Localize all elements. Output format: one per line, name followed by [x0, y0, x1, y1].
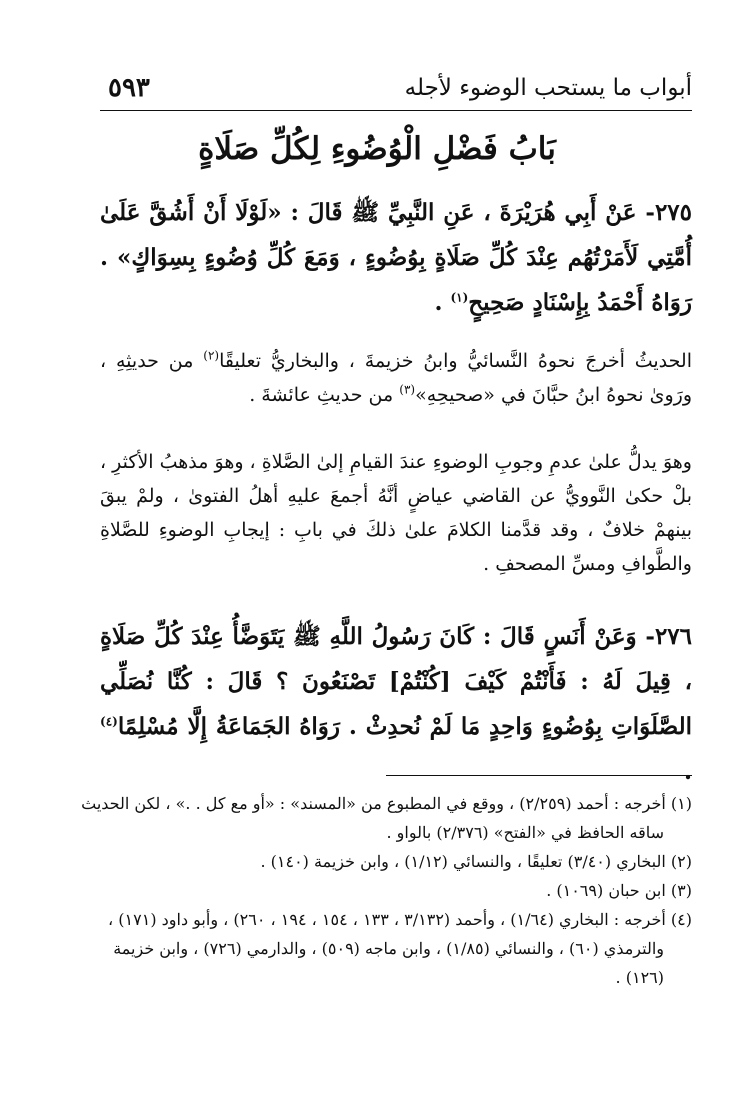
- running-title: أبواب ما يستحب الوضوء لأجله: [404, 75, 692, 101]
- footnote-ref-1: (١): [450, 290, 469, 305]
- commentary-2-text: وهوَ يدلُّ علىٰ عدمِ وجوبِ الوضوءِ عندَ القيامِ إلىٰ الصَّلاةِ ، وهوَ مذهبُ الأكثرِ ، بلْ حكىٰ النَّوويُّ عن القاضي عياضٍ أنَّهُ أجمعَ عليهِ أهلُ الفتوىٰ ، ولمْ يبقَ بينهمْ خلافٌ ، وقد قدَّمنا الكلامَ علىٰ ذلكَ في بابِ : إيجابِ الوضوءِ للصَّلاةِ والطَّوافِ ومسِّ المصحفِ .: [100, 451, 692, 575]
- chapter-title: بَابُ فَضْلِ الْوُضُوءِ لِكُلِّ صَلَاةٍ: [198, 131, 556, 167]
- footnotes: [78, 789, 692, 992]
- footnote-ref-3: (٣): [399, 382, 416, 397]
- hadith-275-text: ٢٧٥- عَنْ أَبِي هُرَيْرَةَ ، عَنِ النَّبِيِّ ﷺ قَالَ : «لَوْلَا أَنْ أَشُقَّ عَلَىٰ أُمَّتِي لَأَمَرْتُهُم عِنْدَ كُلِّ صَلَاةٍ بِوُضُوءٍ ، وَمَعَ كُلِّ وُضُوءٍ بِسِوَاكٍ» . رَوَاهُ أَحْمَدُ بِإِسْنَادٍ صَحِيحٍ: [100, 199, 692, 316]
- footnote-2: (٢) البخاري (٣/٤٠) تعليقًا ، والنسائي (١/١٢) ، وابن خزيمة (١٤٠) .: [260, 852, 692, 871]
- page-number: ٥٩٣: [108, 73, 150, 103]
- hadith-276-end: .: [683, 758, 692, 785]
- commentary-1-part2: من حديثِهِ ، ورَوىٰ نحوهُ ابنُ حبَّانَ في «صحيحِهِ»: [100, 350, 692, 406]
- hadith-276-text: ٢٧٦- وَعَنْ أَنَسٍ قَالَ : كَانَ رَسُولُ اللَّهِ ﷺ يَتَوَضَّأُ عِنْدَ كُلِّ صَلَاةٍ ، قِيلَ لَهُ : فَأَنْتُمْ كَيْفَ [كُنْتُمْ] تَصْنَعُونَ ؟ قَالَ : كُنَّا نُصَلِّي الصَّلَوَاتِ بِوُضُوءٍ وَاحِدٍ مَا لَمْ نُحدِثْ . رَوَاهُ الجَمَاعَةُ إِلَّا مُسْلِمًا: [100, 623, 692, 740]
- commentary-1-part1: الحديثُ أخرجَ نحوهُ النَّسائيُّ وابنُ خزيمةَ ، والبخاريُّ تعليقًا: [219, 350, 692, 372]
- hadith-275-end: .: [434, 289, 451, 316]
- footnote-4: (٤) أخرجه : البخاري (١/٦٤) ، وأحمد (٣/١٣٢ ، ١٣٣ ، ١٥٤ ، ١٩٤ ، ٢٦٠) ، وأبو داود (١٧١) ، والترمذي (٦٠) ، والنسائي (١/٨٥) ، وابن ماجه (٥٠٩) ، والدارمي (٧٢٦) ، وابن خزيمة (١٢٦) .: [108, 910, 692, 987]
- commentary-1-part3: من حديثِ عائشةَ .: [249, 384, 400, 406]
- footnote-1: (١) أخرجه : أحمد (٢/٢٥٩) ، ووقع في المطبوع من «المسند» : «أو مع كل . .» ، لكن الحديث ساقه الحافظ في «الفتح» (٢/٣٧٦) بالواو .: [81, 794, 692, 842]
- footnote-ref-2: (٢): [203, 348, 220, 363]
- footnote-ref-4: (٤): [100, 714, 118, 729]
- commentary-paragraph-1: [100, 344, 692, 412]
- commentary-paragraph-2: [100, 445, 692, 581]
- footnote-3: (٣) ابن حبان (١٠٦٩) .: [546, 881, 692, 900]
- hadith-276: [100, 614, 692, 794]
- page-header: [100, 70, 692, 111]
- hadith-275: [100, 190, 692, 325]
- footnote-divider: [386, 775, 692, 776]
